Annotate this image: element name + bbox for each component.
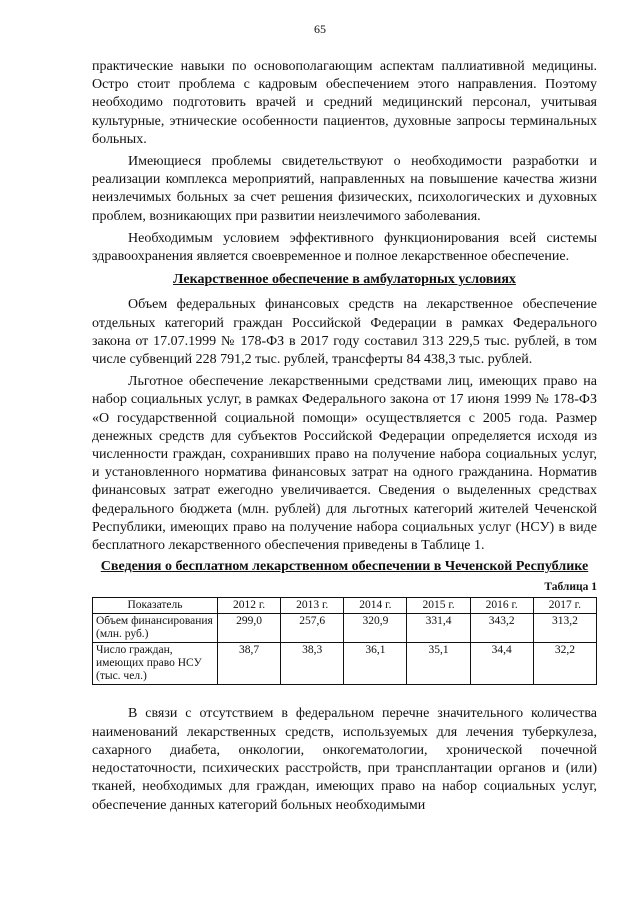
table-cell: 32,2 <box>533 643 596 685</box>
table-cell: 35,1 <box>407 643 470 685</box>
table-cell: 38,7 <box>218 643 281 685</box>
table-cell: 38,3 <box>281 643 344 685</box>
table-cell: 34,4 <box>470 643 533 685</box>
paragraph: Объем федеральных финансовых средств на лекарственное обеспечение отдельных категорий граждан Российской Федерации в рамках Федерального закона от 17.07.1999 № 178-ФЗ в 2017 году составил 313 229,5 тыс. рублей, в том числе субвенций 228 791,2 тыс. рублей, трансферты 84 438,3 тыс. рублей. <box>92 297 597 368</box>
page-number: 65 <box>314 22 326 36</box>
table-row <box>93 614 597 643</box>
paragraph: Необходимым условием эффективного функционирования всей системы здравоохранения является своевременное и полное лекарственное обеспечение. <box>92 230 597 265</box>
paragraph: практические навыки по основополагающим аспектам паллиативной медицины. Остро стоит проблема с кадровым обеспечением этого направления. Поэтому необходимо подготовить врачей и средний медицинский персонал, учитывая культурные, этнические особенности пациентов, духовные запросы терминальных больных. <box>92 59 597 147</box>
table-header-cell: Показатель <box>93 598 218 614</box>
table-cell: 257,6 <box>281 614 344 643</box>
table-cell: 36,1 <box>344 643 407 685</box>
table-header-cell: 2013 г. <box>281 598 344 614</box>
funding-table <box>92 597 597 685</box>
table-cell: 320,9 <box>344 614 407 643</box>
section-heading: Лекарственное обеспечение в амбулаторных условиях <box>173 272 516 288</box>
table-header-row <box>93 598 597 614</box>
page-content <box>92 58 597 819</box>
table-title: Сведения о бесплатном лекарственном обеспечении в Чеченской Республике <box>100 559 589 575</box>
table-header-cell: 2017 г. <box>533 598 596 614</box>
table-row-label: Объем финансирования (млн. руб.) <box>93 614 218 643</box>
table-cell: 331,4 <box>407 614 470 643</box>
paragraph: Имеющиеся проблемы свидетельствуют о необходимости разработки и реализации комплекса мероприятий, направленных на повышение качества жизни неизлечимых больных за счет решения физических, психологических и духовных проблем, возникающих при развитии неизлечимого заболевания. <box>92 154 597 224</box>
paragraph: Льготное обеспечение лекарственными средствами лиц, имеющих право на набор социальных услуг, в рамках Федерального закона от 17 июня 1999 № 178-ФЗ «О государственной социальной помощи» осуществляется с 2005 года. Размер денежных средств для субъектов Российской Федерации определяется исходя из численности граждан, сохранивших право на получение набора социальных услуг, и установленного норматива финансовых затрат на одного гражданина. Норматив финансовых затрат ежегодно увеличивается. Сведения о выделенных средствах федерального бюджета (млн. рублей) для льготных категорий жителей Чеченской Республики, имеющих право на получение набора социальных услуг (НСУ) в виде бесплатного лекарственного обеспечения приведены в Таблице 1. <box>92 374 597 554</box>
table-cell: 313,2 <box>533 614 596 643</box>
table-header-cell: 2015 г. <box>407 598 470 614</box>
table-header-cell: 2012 г. <box>218 598 281 614</box>
table-header-cell: 2014 г. <box>344 598 407 614</box>
table-row-label: Число граждан, имеющих право НСУ (тыс. чел.) <box>93 643 218 685</box>
paragraph: В связи с отсутствием в федеральном перечне значительного количества наименований лекарственных средств, используемых для лечения туберкулеза, сахарного диабета, онкологии, онкогематологии, хронической почечной недостаточности, психических расстройств, при трансплантации органов и (или) тканей, необходимых для граждан, имеющих право на набор социальных услуг, обеспечение данных категорий больных необходимыми <box>92 706 597 813</box>
table-row <box>93 643 597 685</box>
table-caption: Таблица 1 <box>544 581 597 594</box>
table-cell: 299,0 <box>218 614 281 643</box>
table-header-cell: 2016 г. <box>470 598 533 614</box>
table-cell: 343,2 <box>470 614 533 643</box>
